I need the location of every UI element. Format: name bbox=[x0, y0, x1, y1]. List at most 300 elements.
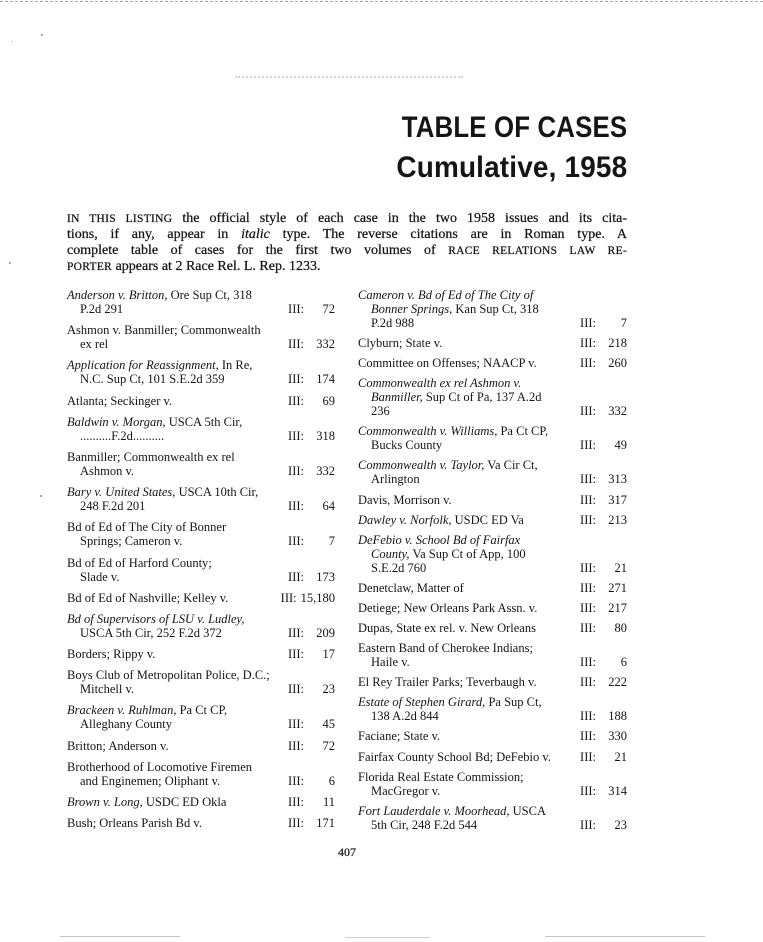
case-citation-text: Cameron v. Bd of Ed of The City of bbox=[358, 288, 534, 302]
scan-speck bbox=[9, 262, 11, 264]
case-entry-line bbox=[67, 485, 335, 499]
case-name bbox=[67, 556, 212, 570]
cases-column-left bbox=[67, 288, 335, 837]
volume-label: III: bbox=[580, 336, 596, 351]
case-reverse-citation-text: Bd of Ed of The City of Bonner bbox=[67, 520, 227, 535]
case-entry-line bbox=[67, 323, 335, 337]
case-entry-line bbox=[358, 784, 627, 798]
volume-label: III: bbox=[580, 316, 596, 330]
case-reference bbox=[580, 601, 627, 615]
case-reverse-citation-text: Slade v. bbox=[80, 569, 120, 584]
case-entry-line bbox=[358, 356, 627, 370]
case-reference bbox=[580, 709, 627, 723]
case-reverse-citation-text: USCA 5th Cir, bbox=[165, 414, 243, 429]
case-reverse-citation-text: USCA 5th Cir, 252 F.2d 372 bbox=[80, 625, 222, 640]
case-entry-line bbox=[67, 534, 335, 548]
case-name bbox=[371, 818, 477, 832]
case-entry-line bbox=[67, 450, 335, 464]
case-entry-line bbox=[67, 703, 335, 717]
case-reference bbox=[580, 581, 627, 595]
case-entry-line bbox=[358, 581, 627, 595]
case-entry-line bbox=[358, 438, 627, 452]
case-reverse-citation-text: 248 F.2d 201 bbox=[80, 499, 146, 514]
case-name bbox=[358, 513, 524, 527]
case-reverse-citation-text: Va Sup Ct of App, 100 bbox=[409, 546, 526, 561]
volume-label: III: bbox=[580, 675, 596, 690]
volume-label: III: bbox=[288, 738, 304, 753]
case-entry-line bbox=[358, 804, 627, 818]
page-reference: 313 bbox=[608, 472, 627, 487]
case-reverse-citation-text: Banmiller; Commonwealth ex rel bbox=[67, 449, 235, 464]
case-citation-text: Baldwin v. Morgan, bbox=[67, 414, 166, 429]
page-reference: 21 bbox=[614, 560, 627, 575]
case-name bbox=[67, 703, 227, 717]
case-name bbox=[358, 493, 452, 507]
case-reverse-citation-text: Dupas, State ex rel. v. New Orleans bbox=[358, 621, 536, 636]
case-reference bbox=[288, 816, 335, 830]
case-reverse-citation-text: Ashmon v. Banmiller; Commonwealth bbox=[67, 323, 261, 338]
case-entry-line bbox=[358, 709, 627, 723]
case-reference bbox=[288, 647, 335, 661]
page-reference: 21 bbox=[614, 749, 627, 764]
case-citation-text: County, bbox=[371, 546, 410, 561]
case-reference bbox=[580, 493, 627, 507]
case-name bbox=[67, 591, 228, 605]
page-reference: 222 bbox=[608, 675, 627, 690]
case-name bbox=[67, 485, 258, 499]
case-reverse-citation-text: Arlington bbox=[371, 472, 420, 487]
volume-label: III: bbox=[288, 816, 304, 831]
case-entry-line bbox=[358, 729, 627, 743]
case-entry-line bbox=[358, 621, 627, 635]
case-name bbox=[371, 561, 426, 575]
case-name bbox=[80, 534, 182, 548]
case-reverse-citation-text: Bucks County bbox=[371, 438, 443, 453]
case-reverse-citation-text: and Enginemen; Oliphant v. bbox=[80, 773, 221, 788]
page-reference: 23 bbox=[322, 682, 335, 697]
case-citation-text: Estate of Stephen Girard, bbox=[358, 695, 486, 710]
case-entry bbox=[358, 458, 627, 486]
page-reference: 171 bbox=[316, 816, 335, 831]
volume-label: III: bbox=[580, 492, 596, 507]
case-entry-line bbox=[358, 513, 627, 527]
intro-line bbox=[67, 243, 627, 259]
volume-label: III: bbox=[288, 337, 304, 352]
page-reference: 332 bbox=[316, 463, 335, 478]
volume-label: III: bbox=[288, 569, 304, 584]
case-name bbox=[80, 626, 222, 640]
case-entry bbox=[67, 323, 335, 351]
case-name bbox=[80, 337, 108, 351]
case-reverse-citation-text: USDC ED Va bbox=[451, 512, 524, 527]
case-entry bbox=[67, 394, 335, 408]
page-reference: 209 bbox=[316, 625, 335, 640]
case-reverse-citation-text: Bd of Ed of Harford County; bbox=[67, 555, 212, 570]
scan-artifact-line bbox=[545, 936, 705, 937]
case-reverse-citation-text: Ashmon v. bbox=[80, 463, 135, 478]
case-reference bbox=[580, 561, 627, 575]
case-name bbox=[358, 804, 546, 818]
case-reference bbox=[580, 404, 627, 418]
case-name bbox=[358, 288, 533, 302]
page-reference: 45 bbox=[322, 717, 335, 732]
scan-artifact-line bbox=[235, 76, 463, 78]
page-reference: 260 bbox=[608, 356, 627, 371]
case-name bbox=[358, 356, 537, 370]
case-entry-line bbox=[67, 760, 335, 774]
case-name bbox=[80, 372, 224, 386]
case-entry bbox=[358, 288, 627, 330]
case-entry-line bbox=[358, 302, 627, 316]
case-entry bbox=[358, 376, 627, 418]
case-reverse-citation-text: P.2d 988 bbox=[371, 316, 415, 330]
case-reverse-citation-text: Clyburn; State v. bbox=[358, 336, 443, 351]
case-reference bbox=[288, 302, 335, 316]
case-citation-text: Commonwealth v. Taylor, bbox=[358, 458, 485, 473]
page-reference: 6 bbox=[328, 773, 335, 788]
case-entry bbox=[67, 556, 335, 584]
case-entry-line bbox=[358, 390, 627, 404]
case-name bbox=[67, 816, 202, 830]
case-entry bbox=[358, 804, 627, 832]
case-entry-line bbox=[67, 795, 335, 809]
case-reference bbox=[288, 499, 335, 513]
scan-speck bbox=[12, 41, 13, 42]
case-reference bbox=[281, 591, 335, 605]
case-entry bbox=[67, 647, 335, 661]
case-reverse-citation-text: Boys Club of Metropolitan Police, D.C.; bbox=[67, 668, 270, 683]
case-reference bbox=[580, 336, 627, 350]
case-name bbox=[358, 424, 548, 438]
case-name bbox=[371, 784, 440, 798]
case-reference bbox=[580, 513, 627, 527]
case-citation-text: Commonwealth v. Williams, bbox=[358, 424, 498, 439]
case-reference bbox=[580, 438, 627, 452]
case-reference bbox=[580, 356, 627, 370]
volume-label: III: bbox=[288, 499, 304, 514]
case-reference bbox=[288, 717, 335, 731]
case-entry bbox=[67, 520, 335, 548]
case-reference bbox=[580, 472, 627, 486]
case-entry bbox=[358, 675, 627, 689]
case-name bbox=[371, 472, 420, 486]
case-reverse-citation-text: Borders; Rippy v. bbox=[67, 647, 156, 662]
case-reference bbox=[288, 774, 335, 788]
case-citation-text: Banmiller, bbox=[371, 390, 423, 405]
case-citation-text: Anderson v. Britton, bbox=[67, 288, 168, 302]
case-name bbox=[371, 316, 414, 330]
case-reverse-citation-text: ex rel bbox=[80, 337, 109, 352]
volume-label: III: bbox=[580, 621, 596, 636]
case-reverse-citation-text: P.2d 291 bbox=[80, 302, 124, 316]
case-entry-line bbox=[358, 288, 627, 302]
volume-label: III: bbox=[288, 463, 304, 478]
small-caps-text: IN THIS LISTING bbox=[67, 213, 173, 225]
case-citation-text: Application for Reassignment, bbox=[67, 358, 219, 373]
case-entry-line bbox=[67, 774, 335, 788]
page-reference: 7 bbox=[328, 534, 335, 549]
case-entry-line bbox=[67, 668, 335, 682]
case-name bbox=[371, 404, 390, 418]
case-reverse-citation-text: Committee on Offenses; NAACP v. bbox=[358, 356, 537, 371]
case-entry-line bbox=[358, 675, 627, 689]
case-reverse-citation-text: Bd of Ed of Nashville; Kelley v. bbox=[67, 590, 229, 605]
case-name bbox=[371, 438, 442, 452]
case-citation-text: Bd of Supervisors of LSU v. Ludley, bbox=[67, 611, 245, 626]
case-entry bbox=[67, 703, 335, 731]
page-reference: 217 bbox=[608, 600, 627, 615]
italic-text: italic bbox=[241, 227, 270, 242]
case-name bbox=[67, 415, 242, 429]
case-reverse-citation-text: ..........F.2d.......... bbox=[80, 428, 165, 443]
case-entry bbox=[358, 356, 627, 370]
case-entry-line bbox=[67, 612, 335, 626]
cases-column-right bbox=[358, 288, 627, 838]
case-entry-line bbox=[67, 816, 335, 830]
case-reverse-citation-text: Springs; Cameron v. bbox=[80, 534, 183, 549]
case-name bbox=[358, 729, 440, 743]
intro-paragraph bbox=[67, 211, 627, 275]
case-reverse-citation-text: USCA 10th Cir, bbox=[175, 485, 259, 500]
case-name bbox=[358, 458, 538, 472]
page-reference: 64 bbox=[322, 499, 335, 514]
volume-label: III: bbox=[288, 534, 304, 549]
page-reference: 314 bbox=[608, 783, 627, 798]
case-reverse-citation-text: MacGregor v. bbox=[371, 783, 441, 798]
case-reverse-citation-text: Florida Real Estate Commission; bbox=[358, 769, 524, 784]
case-entry bbox=[358, 581, 627, 595]
case-reverse-citation-text: Mitchell v. bbox=[80, 682, 135, 697]
case-name bbox=[358, 750, 551, 764]
case-reference bbox=[580, 655, 627, 669]
case-reverse-citation-text: Pa Sup Ct, bbox=[485, 695, 542, 710]
case-entry-line bbox=[358, 641, 627, 655]
case-entry-line bbox=[358, 547, 627, 561]
case-entry-line bbox=[358, 336, 627, 350]
case-reference bbox=[288, 337, 335, 351]
volume-label: III: bbox=[580, 817, 596, 832]
case-reverse-citation-text: Va Cir Ct, bbox=[484, 458, 538, 473]
case-reverse-citation-text: Ore Sup Ct, 318 bbox=[167, 288, 252, 302]
case-entry bbox=[358, 336, 627, 350]
case-entry-line bbox=[358, 818, 627, 832]
case-entry-line bbox=[67, 358, 335, 372]
volume-label: III: bbox=[580, 600, 596, 615]
case-entry-line bbox=[67, 556, 335, 570]
case-reference bbox=[288, 739, 335, 753]
scan-speck bbox=[41, 34, 43, 36]
case-name bbox=[358, 675, 537, 689]
case-name bbox=[67, 358, 252, 372]
case-entry bbox=[67, 739, 335, 753]
case-entry-line bbox=[358, 655, 627, 669]
page-reference: 188 bbox=[608, 709, 627, 724]
case-reverse-citation-text: Sup Ct of Pa, 137 A.2d bbox=[422, 390, 542, 405]
case-name bbox=[358, 621, 536, 635]
case-entry-line bbox=[67, 337, 335, 351]
case-reference bbox=[288, 464, 335, 478]
case-entry bbox=[67, 358, 335, 386]
page-reference: 7 bbox=[620, 316, 627, 330]
case-entry-line bbox=[358, 561, 627, 575]
case-entry-line bbox=[67, 647, 335, 661]
page-reference: 174 bbox=[316, 372, 335, 387]
page-reference: 330 bbox=[608, 729, 627, 744]
case-entry-line bbox=[67, 394, 335, 408]
case-name bbox=[358, 770, 524, 784]
case-entry bbox=[358, 533, 627, 575]
case-entry bbox=[358, 750, 627, 764]
case-reverse-citation-text: Pa Ct CP, bbox=[176, 703, 228, 718]
case-reverse-citation-text: USDC ED Okla bbox=[142, 795, 227, 809]
case-reference bbox=[580, 784, 627, 798]
case-reference bbox=[288, 626, 335, 640]
case-entry-line bbox=[358, 493, 627, 507]
small-caps-text: PORTER bbox=[67, 261, 113, 273]
page-subtitle: Cumulative, 1958 bbox=[396, 151, 627, 184]
case-reverse-citation-text: Bush; Orleans Parish Bd v. bbox=[67, 816, 202, 831]
page-title: TABLE OF CASES bbox=[401, 111, 627, 144]
case-name bbox=[358, 376, 521, 390]
intro-line bbox=[67, 227, 627, 243]
volume-label: III: bbox=[580, 749, 596, 764]
case-name bbox=[67, 520, 226, 534]
case-reverse-citation-text: Faciane; State v. bbox=[358, 729, 441, 744]
case-entry-line bbox=[67, 429, 335, 443]
case-entry bbox=[67, 760, 335, 788]
case-reverse-citation-text: Fairfax County School Bd; DeFebio v. bbox=[358, 749, 551, 764]
case-name bbox=[80, 464, 134, 478]
case-entry-line bbox=[67, 626, 335, 640]
case-entry-line bbox=[67, 591, 335, 605]
volume-label: III: bbox=[580, 438, 596, 453]
page-reference: 332 bbox=[608, 404, 627, 419]
page-reference: 317 bbox=[608, 492, 627, 507]
case-entry-line bbox=[358, 404, 627, 418]
case-name bbox=[80, 499, 145, 513]
case-reference bbox=[288, 534, 335, 548]
case-name bbox=[67, 739, 169, 753]
case-name bbox=[80, 570, 119, 584]
case-name bbox=[358, 581, 464, 595]
case-entry-line bbox=[358, 458, 627, 472]
case-entry-line bbox=[67, 682, 335, 696]
page-reference: 49 bbox=[614, 438, 627, 453]
case-reverse-citation-text: N.C. Sup Ct, 101 S.E.2d 359 bbox=[80, 372, 225, 387]
case-name bbox=[358, 336, 442, 350]
case-entry-line bbox=[67, 415, 335, 429]
volume-label: III: bbox=[580, 709, 596, 724]
case-name bbox=[67, 795, 226, 809]
intro-text: complete table of cases for the first two volumes of bbox=[67, 243, 449, 258]
case-entry bbox=[67, 668, 335, 696]
volume-label: III: bbox=[280, 590, 297, 605]
case-name bbox=[371, 655, 410, 669]
case-citation-text: DeFebio v. School Bd of Fairfax bbox=[358, 532, 521, 547]
page-reference: 17 bbox=[322, 647, 335, 662]
page-reference: 80 bbox=[614, 621, 627, 636]
case-reverse-citation-text: El Rey Trailer Parks; Teverbaugh v. bbox=[358, 675, 537, 690]
case-name bbox=[67, 668, 270, 682]
page-number: 407 bbox=[338, 845, 356, 859]
case-citation-text: Fort Lauderdale v. Moorhead, bbox=[358, 803, 510, 818]
case-reverse-citation-text: Britton; Anderson v. bbox=[67, 738, 169, 753]
case-entry bbox=[358, 621, 627, 635]
case-entry bbox=[67, 795, 335, 809]
volume-label: III: bbox=[580, 729, 596, 744]
case-name bbox=[67, 612, 245, 626]
intro-line bbox=[67, 259, 627, 275]
case-name bbox=[80, 682, 134, 696]
page-reference: 318 bbox=[316, 428, 335, 443]
case-entry bbox=[67, 415, 335, 443]
case-entry-line bbox=[358, 750, 627, 764]
volume-label: III: bbox=[580, 404, 596, 419]
intro-line bbox=[67, 211, 627, 227]
case-name bbox=[67, 647, 155, 661]
case-entry-line bbox=[67, 464, 335, 478]
case-reference bbox=[288, 795, 335, 809]
case-reference bbox=[288, 429, 335, 443]
case-entry bbox=[67, 288, 335, 316]
volume-label: III: bbox=[288, 393, 304, 408]
case-name bbox=[67, 288, 252, 302]
case-reference bbox=[580, 621, 627, 635]
intro-text: tions, if any, appear in bbox=[67, 227, 242, 242]
case-entry-line bbox=[358, 695, 627, 709]
case-entry-line bbox=[67, 288, 335, 302]
case-entry bbox=[358, 770, 627, 798]
case-name bbox=[80, 302, 123, 316]
case-reference bbox=[288, 372, 335, 386]
case-entry bbox=[67, 485, 335, 513]
page-reference: 72 bbox=[322, 302, 335, 316]
volume-label: III: bbox=[580, 580, 596, 595]
case-name bbox=[358, 641, 533, 655]
case-reverse-citation-text: Pa Ct CP, bbox=[497, 424, 549, 439]
volume-label: III: bbox=[288, 625, 304, 640]
case-name bbox=[80, 429, 164, 443]
case-reference bbox=[580, 729, 627, 743]
volume-label: III: bbox=[580, 472, 596, 487]
case-entry-line bbox=[67, 372, 335, 386]
scan-speck bbox=[40, 495, 42, 497]
case-reverse-citation-text: 5th Cir, 248 F.2d 544 bbox=[371, 817, 478, 832]
case-reverse-citation-text: In Re, bbox=[218, 358, 253, 373]
case-reference bbox=[288, 570, 335, 584]
scan-artifact-line bbox=[60, 936, 180, 937]
case-reference bbox=[580, 750, 627, 764]
case-entry bbox=[67, 612, 335, 640]
case-reverse-citation-text: Brotherhood of Locomotive Firemen bbox=[67, 759, 253, 774]
small-caps-text: RACE RELATIONS LAW RE- bbox=[448, 245, 627, 257]
volume-label: III: bbox=[580, 655, 596, 670]
case-entry-line bbox=[358, 472, 627, 486]
case-entry-line bbox=[358, 601, 627, 615]
page-reference: 69 bbox=[322, 393, 335, 408]
volume-label: III: bbox=[288, 773, 304, 788]
case-reference bbox=[580, 818, 627, 832]
case-entry bbox=[358, 729, 627, 743]
case-reverse-citation-text: Kan Sup Ct, 318 bbox=[452, 302, 539, 316]
case-reverse-citation-text: Davis, Morrison v. bbox=[358, 492, 452, 507]
case-name bbox=[371, 547, 526, 561]
case-reverse-citation-text: 236 bbox=[371, 404, 390, 419]
case-reverse-citation-text: Atlanta; Seckinger v. bbox=[67, 393, 173, 408]
case-entry-line bbox=[358, 770, 627, 784]
case-name bbox=[358, 695, 542, 709]
case-entry bbox=[358, 641, 627, 669]
